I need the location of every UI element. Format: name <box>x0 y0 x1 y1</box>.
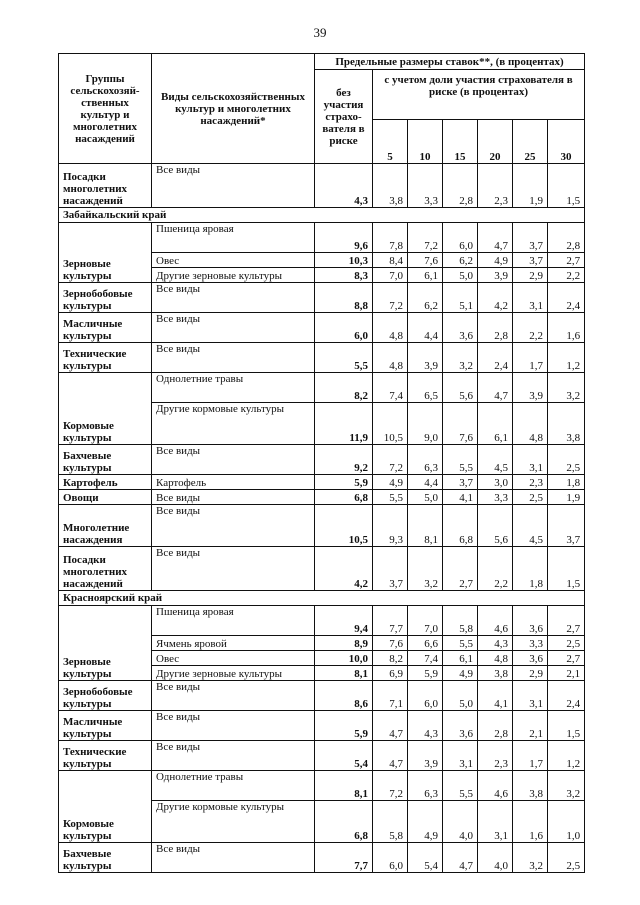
table-body <box>59 164 585 873</box>
rate-share-25: 3,7 <box>513 253 548 268</box>
rate-share-15: 4,7 <box>443 843 478 873</box>
page-number: 39 <box>313 25 327 40</box>
crop-kind: Пшеница яровая <box>152 223 315 253</box>
rate-share-30: 2,5 <box>548 636 585 651</box>
rate-share-5: 9,3 <box>373 505 408 547</box>
rate-share-20: 4,6 <box>478 606 513 636</box>
rate-share-25: 1,9 <box>513 164 548 208</box>
crop-group: Зернобобовые культуры <box>59 681 152 711</box>
rate-share-10: 6,5 <box>408 373 443 403</box>
rate-without-share: 8,9 <box>315 636 373 651</box>
rate-share-5: 7,6 <box>373 636 408 651</box>
rate-without-share: 6,8 <box>315 490 373 505</box>
rate-share-10: 3,3 <box>408 164 443 208</box>
table-row <box>59 475 585 490</box>
rate-share-10: 4,9 <box>408 801 443 843</box>
rate-share-30: 1,9 <box>548 490 585 505</box>
rate-share-10: 4,4 <box>408 475 443 490</box>
rate-without-share: 8,3 <box>315 268 373 283</box>
rate-share-5: 6,9 <box>373 666 408 681</box>
rate-share-25: 1,7 <box>513 741 548 771</box>
header-with-share: с учетом доли участия страхователя в риске (в процентах) <box>373 70 585 120</box>
crop-group: Масличные культуры <box>59 313 152 343</box>
rate-share-20: 2,3 <box>478 164 513 208</box>
rate-share-5: 7,2 <box>373 445 408 475</box>
rate-share-10: 7,6 <box>408 253 443 268</box>
rate-share-25: 2,2 <box>513 313 548 343</box>
header-limits: Предельные размеры ставок**, (в процентах) <box>315 54 585 70</box>
header-group: Группы сельскохозяй-ственных культур и многолетних насаждений <box>59 54 152 164</box>
rate-share-20: 5,6 <box>478 505 513 547</box>
header-share-10: 10 <box>408 120 443 164</box>
rate-share-25: 3,9 <box>513 373 548 403</box>
rate-without-share: 5,9 <box>315 711 373 741</box>
rate-share-20: 2,8 <box>478 711 513 741</box>
rate-share-5: 3,8 <box>373 164 408 208</box>
rate-share-5: 4,7 <box>373 711 408 741</box>
crop-kind: Все виды <box>152 313 315 343</box>
rate-share-20: 4,2 <box>478 283 513 313</box>
region-row <box>59 208 585 223</box>
rate-share-10: 7,2 <box>408 223 443 253</box>
rate-share-10: 3,9 <box>408 343 443 373</box>
rate-without-share: 5,9 <box>315 475 373 490</box>
rate-share-20: 4,8 <box>478 651 513 666</box>
table-row <box>59 343 585 373</box>
rate-share-15: 6,1 <box>443 651 478 666</box>
table-row <box>59 771 585 801</box>
rate-share-25: 2,3 <box>513 475 548 490</box>
rate-share-15: 6,2 <box>443 253 478 268</box>
rate-share-30: 3,2 <box>548 373 585 403</box>
rate-share-5: 3,7 <box>373 547 408 591</box>
rate-share-25: 3,3 <box>513 636 548 651</box>
rate-without-share: 5,5 <box>315 343 373 373</box>
rate-share-20: 6,1 <box>478 403 513 445</box>
rate-share-10: 4,4 <box>408 313 443 343</box>
rate-share-30: 2,8 <box>548 223 585 253</box>
rate-without-share: 8,2 <box>315 373 373 403</box>
rate-share-25: 3,6 <box>513 606 548 636</box>
crop-kind: Однолетние травы <box>152 771 315 801</box>
rate-share-15: 3,7 <box>443 475 478 490</box>
rate-share-15: 4,1 <box>443 490 478 505</box>
rate-share-25: 3,8 <box>513 771 548 801</box>
crop-group: Посадки многолетних насаждений <box>59 547 152 591</box>
rate-share-5: 4,8 <box>373 313 408 343</box>
rate-without-share: 4,2 <box>315 547 373 591</box>
crop-kind: Пшеница яровая <box>152 606 315 636</box>
rate-share-15: 5,5 <box>443 771 478 801</box>
rate-without-share: 8,6 <box>315 681 373 711</box>
rate-share-30: 2,5 <box>548 445 585 475</box>
table-row <box>59 283 585 313</box>
rate-without-share: 6,0 <box>315 313 373 343</box>
table-row <box>59 223 585 253</box>
rate-share-20: 4,9 <box>478 253 513 268</box>
table-row <box>59 445 585 475</box>
crop-kind: Все виды <box>152 283 315 313</box>
rate-share-15: 5,8 <box>443 606 478 636</box>
crop-group: Зерновые культуры <box>59 606 152 681</box>
rate-share-20: 2,3 <box>478 741 513 771</box>
crop-group: Кормовые культуры <box>59 373 152 445</box>
rate-without-share: 8,8 <box>315 283 373 313</box>
rate-share-30: 1,2 <box>548 741 585 771</box>
rate-share-10: 6,6 <box>408 636 443 651</box>
rate-share-10: 5,0 <box>408 490 443 505</box>
rate-share-25: 1,6 <box>513 801 548 843</box>
crop-kind: Все виды <box>152 343 315 373</box>
rate-share-20: 4,6 <box>478 771 513 801</box>
rate-share-30: 3,7 <box>548 505 585 547</box>
rate-share-25: 3,1 <box>513 445 548 475</box>
table-row <box>59 164 585 208</box>
crop-group: Овощи <box>59 490 152 505</box>
rate-share-20: 4,3 <box>478 636 513 651</box>
rate-without-share: 10,0 <box>315 651 373 666</box>
table-row <box>59 711 585 741</box>
rates-table <box>58 53 585 873</box>
crop-kind: Все виды <box>152 681 315 711</box>
rate-share-30: 3,8 <box>548 403 585 445</box>
rate-share-30: 2,4 <box>548 283 585 313</box>
crop-kind: Картофель <box>152 475 315 490</box>
rate-share-5: 8,4 <box>373 253 408 268</box>
rate-share-15: 6,8 <box>443 505 478 547</box>
rate-share-5: 4,7 <box>373 741 408 771</box>
crop-kind: Овес <box>152 253 315 268</box>
rate-share-20: 3,0 <box>478 475 513 490</box>
rate-share-15: 5,0 <box>443 681 478 711</box>
rate-share-15: 3,2 <box>443 343 478 373</box>
crop-group: Бахчевые культуры <box>59 843 152 873</box>
rate-share-5: 7,7 <box>373 606 408 636</box>
rate-share-10: 7,0 <box>408 606 443 636</box>
rate-share-25: 2,9 <box>513 268 548 283</box>
rate-share-25: 2,9 <box>513 666 548 681</box>
rate-share-30: 1,5 <box>548 547 585 591</box>
rate-without-share: 9,6 <box>315 223 373 253</box>
rate-share-5: 10,5 <box>373 403 408 445</box>
rate-share-10: 6,1 <box>408 268 443 283</box>
rate-share-10: 7,4 <box>408 651 443 666</box>
rate-share-25: 3,2 <box>513 843 548 873</box>
rate-share-10: 5,4 <box>408 843 443 873</box>
rate-share-20: 4,7 <box>478 223 513 253</box>
rate-share-30: 1,0 <box>548 801 585 843</box>
rate-share-15: 5,5 <box>443 636 478 651</box>
rate-share-15: 4,0 <box>443 801 478 843</box>
rate-share-5: 7,2 <box>373 283 408 313</box>
crop-group: Масличные культуры <box>59 711 152 741</box>
table-row <box>59 606 585 636</box>
rate-share-25: 3,1 <box>513 283 548 313</box>
crop-kind: Все виды <box>152 843 315 873</box>
rate-share-15: 4,9 <box>443 666 478 681</box>
rate-share-25: 2,5 <box>513 490 548 505</box>
rate-share-15: 7,6 <box>443 403 478 445</box>
crop-kind: Все виды <box>152 741 315 771</box>
crop-group: Зернобобовые культуры <box>59 283 152 313</box>
rate-share-20: 3,8 <box>478 666 513 681</box>
rate-share-25: 4,5 <box>513 505 548 547</box>
rate-share-5: 7,4 <box>373 373 408 403</box>
region-label: Красноярский край <box>59 591 585 606</box>
table-row <box>59 373 585 403</box>
rate-share-30: 1,8 <box>548 475 585 490</box>
rate-share-10: 6,3 <box>408 445 443 475</box>
rate-share-5: 5,8 <box>373 801 408 843</box>
rate-without-share: 8,1 <box>315 666 373 681</box>
rate-share-5: 5,5 <box>373 490 408 505</box>
rate-without-share: 10,5 <box>315 505 373 547</box>
table-row <box>59 843 585 873</box>
rate-share-5: 7,8 <box>373 223 408 253</box>
rate-share-5: 4,8 <box>373 343 408 373</box>
rate-share-30: 1,5 <box>548 711 585 741</box>
rate-share-25: 1,7 <box>513 343 548 373</box>
table-row <box>59 547 585 591</box>
rate-share-5: 7,0 <box>373 268 408 283</box>
rate-share-30: 2,7 <box>548 253 585 268</box>
rate-share-20: 2,8 <box>478 313 513 343</box>
rate-share-20: 3,3 <box>478 490 513 505</box>
rate-share-30: 1,6 <box>548 313 585 343</box>
crop-group: Зерновые культуры <box>59 223 152 283</box>
rate-share-10: 5,9 <box>408 666 443 681</box>
rate-share-5: 7,2 <box>373 771 408 801</box>
table-row <box>59 741 585 771</box>
rate-share-20: 4,7 <box>478 373 513 403</box>
rate-share-20: 2,2 <box>478 547 513 591</box>
rate-share-20: 2,4 <box>478 343 513 373</box>
crop-group: Технические культуры <box>59 343 152 373</box>
rate-share-20: 4,0 <box>478 843 513 873</box>
rate-share-15: 2,7 <box>443 547 478 591</box>
rate-share-30: 2,2 <box>548 268 585 283</box>
rate-without-share: 6,8 <box>315 801 373 843</box>
crop-kind: Ячмень яровой <box>152 636 315 651</box>
crop-group: Посадки многолетних насаждений <box>59 164 152 208</box>
rate-share-15: 5,0 <box>443 268 478 283</box>
rate-without-share: 7,7 <box>315 843 373 873</box>
crop-kind: Другие кормовые культуры <box>152 801 315 843</box>
header-share-5: 5 <box>373 120 408 164</box>
rate-share-10: 6,2 <box>408 283 443 313</box>
table-row <box>59 681 585 711</box>
rate-share-30: 1,2 <box>548 343 585 373</box>
rate-share-15: 3,1 <box>443 741 478 771</box>
header-share-15: 15 <box>443 120 478 164</box>
rate-share-20: 3,1 <box>478 801 513 843</box>
rate-share-20: 4,5 <box>478 445 513 475</box>
rate-share-5: 4,9 <box>373 475 408 490</box>
rate-share-30: 1,5 <box>548 164 585 208</box>
crop-group: Картофель <box>59 475 152 490</box>
crop-group: Кормовые культуры <box>59 771 152 843</box>
rate-without-share: 8,1 <box>315 771 373 801</box>
crop-kind: Другие зерновые культуры <box>152 666 315 681</box>
rate-share-30: 3,2 <box>548 771 585 801</box>
rate-share-10: 6,3 <box>408 771 443 801</box>
rate-share-15: 5,1 <box>443 283 478 313</box>
crop-kind: Другие кормовые культуры <box>152 403 315 445</box>
rate-without-share: 9,2 <box>315 445 373 475</box>
rate-share-20: 3,9 <box>478 268 513 283</box>
rate-share-30: 2,1 <box>548 666 585 681</box>
rate-share-10: 3,9 <box>408 741 443 771</box>
rate-share-25: 1,8 <box>513 547 548 591</box>
rate-share-20: 4,1 <box>478 681 513 711</box>
rate-share-5: 7,1 <box>373 681 408 711</box>
crop-kind: Овес <box>152 651 315 666</box>
rate-share-15: 3,6 <box>443 711 478 741</box>
crop-kind: Все виды <box>152 711 315 741</box>
rate-share-25: 3,6 <box>513 651 548 666</box>
region-row <box>59 591 585 606</box>
rate-share-30: 2,7 <box>548 651 585 666</box>
rate-share-10: 8,1 <box>408 505 443 547</box>
header-without-share: без участия страхо-вателя в риске <box>315 70 373 164</box>
rate-without-share: 4,3 <box>315 164 373 208</box>
header-kind: Виды сельскохозяйственных культур и многолетних насаждений* <box>152 54 315 164</box>
rate-share-25: 3,7 <box>513 223 548 253</box>
rate-share-5: 8,2 <box>373 651 408 666</box>
crop-kind: Однолетние травы <box>152 373 315 403</box>
rate-share-30: 2,5 <box>548 843 585 873</box>
rate-share-25: 3,1 <box>513 681 548 711</box>
table-row <box>59 313 585 343</box>
rate-without-share: 5,4 <box>315 741 373 771</box>
rate-share-10: 3,2 <box>408 547 443 591</box>
crop-kind: Все виды <box>152 490 315 505</box>
rate-share-15: 3,6 <box>443 313 478 343</box>
rate-share-15: 6,0 <box>443 223 478 253</box>
rate-share-25: 4,8 <box>513 403 548 445</box>
rate-without-share: 9,4 <box>315 606 373 636</box>
crop-kind: Другие зерновые культуры <box>152 268 315 283</box>
header-share-30: 30 <box>548 120 585 164</box>
rate-share-5: 6,0 <box>373 843 408 873</box>
rate-share-10: 6,0 <box>408 681 443 711</box>
rate-without-share: 11,9 <box>315 403 373 445</box>
rate-share-10: 4,3 <box>408 711 443 741</box>
rate-share-15: 5,6 <box>443 373 478 403</box>
crop-kind: Все виды <box>152 547 315 591</box>
crop-kind: Все виды <box>152 445 315 475</box>
header-share-20: 20 <box>478 120 513 164</box>
rate-share-15: 2,8 <box>443 164 478 208</box>
crop-group: Многолетние насаждения <box>59 505 152 547</box>
crop-kind: Все виды <box>152 505 315 547</box>
rate-share-30: 2,7 <box>548 606 585 636</box>
rate-share-25: 2,1 <box>513 711 548 741</box>
crop-group: Технические культуры <box>59 741 152 771</box>
region-label: Забайкальский край <box>59 208 585 223</box>
crop-kind: Все виды <box>152 164 315 208</box>
crop-group: Бахчевые культуры <box>59 445 152 475</box>
header-share-25: 25 <box>513 120 548 164</box>
rate-share-10: 9,0 <box>408 403 443 445</box>
table-row <box>59 505 585 547</box>
table-row <box>59 490 585 505</box>
rate-without-share: 10,3 <box>315 253 373 268</box>
rate-share-30: 2,4 <box>548 681 585 711</box>
rate-share-15: 5,5 <box>443 445 478 475</box>
